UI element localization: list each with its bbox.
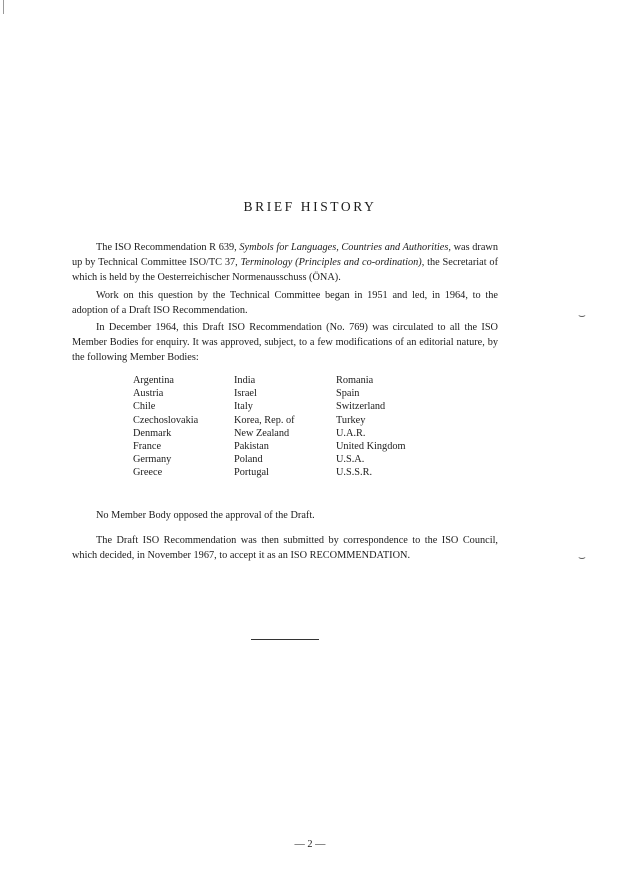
margin-curve-mark: ⌣ bbox=[578, 550, 586, 564]
text-run: Work on this question by the Technical Committee began in 1951 and led, in 1964, to the adoption of a Draft ISO Recommendation. bbox=[72, 290, 498, 317]
member-body: U.A.R. bbox=[336, 427, 366, 439]
member-bodies-column-2 bbox=[234, 374, 344, 480]
member-body: Chile bbox=[133, 401, 156, 413]
member-body: Turkey bbox=[336, 414, 366, 426]
text-run: was drawn up by Technical Committee ISO/TC 37, bbox=[72, 242, 498, 269]
history-paragraph-work bbox=[72, 288, 498, 318]
history-paragraph-no-opposition bbox=[72, 508, 498, 523]
member-body: India bbox=[234, 375, 256, 386]
member-body: Portugal bbox=[234, 467, 269, 479]
member-body: Austria bbox=[133, 388, 164, 400]
member-body: Poland bbox=[234, 454, 263, 466]
page-title: BRIEF HISTORY bbox=[243, 199, 377, 214]
scan-edge-mark bbox=[3, 0, 4, 14]
standard-title-italic: Symbols for Languages, Countries and Authorities, bbox=[239, 242, 451, 253]
member-body: France bbox=[133, 441, 162, 453]
member-body: Germany bbox=[133, 454, 172, 466]
member-body: U.S.S.R. bbox=[336, 467, 373, 479]
member-body: Denmark bbox=[133, 427, 172, 439]
history-paragraph-enquiry bbox=[72, 320, 498, 366]
member-body: Argentina bbox=[133, 375, 174, 386]
member-body: Italy bbox=[234, 401, 253, 413]
member-body: Romania bbox=[336, 375, 374, 386]
page-number: — 2 — bbox=[294, 839, 326, 850]
member-body: Korea, Rep. of bbox=[234, 414, 295, 426]
member-body: New Zealand bbox=[234, 427, 290, 439]
history-paragraph-council bbox=[72, 533, 498, 563]
closing-rule bbox=[251, 639, 319, 640]
member-body: Greece bbox=[133, 467, 163, 479]
member-body: United Kingdom bbox=[336, 441, 406, 453]
member-body: Switzerland bbox=[336, 401, 386, 413]
margin-curve-mark: ⌣ bbox=[578, 308, 586, 322]
member-bodies-column-3 bbox=[336, 374, 446, 480]
member-body: Pakistan bbox=[234, 441, 269, 453]
member-body: U.S.A. bbox=[336, 454, 365, 466]
history-paragraph-origin bbox=[72, 240, 498, 286]
text-run: The ISO Recommendation R 639, bbox=[96, 242, 240, 253]
text-run: , the Secretariat of which is held by the Oesterreichischer Normenausschuss (ÖNA). bbox=[72, 257, 498, 284]
member-bodies-column-1 bbox=[133, 374, 243, 480]
member-body: Israel bbox=[234, 388, 257, 400]
text-run: The Draft ISO Recommendation was then submitted by correspondence to the ISO Council, which decided, in November 1967, to accept it as an ISO RECOMMENDATION. bbox=[72, 535, 498, 562]
text-run: In December 1964, this Draft ISO Recommendation (No. 769) was circulated to all the ISO Member Bodies for enquiry. It was approved, subject, to a few modifications of an editorial nature, by the following Member Bodies: bbox=[72, 322, 498, 364]
member-body: Spain bbox=[336, 388, 360, 400]
committee-title-italic: Terminology (Principles and co-ordination) bbox=[240, 257, 422, 269]
text-run: No Member Body opposed the approval of the Draft. bbox=[96, 510, 315, 521]
member-body: Czechoslovakia bbox=[133, 414, 199, 426]
